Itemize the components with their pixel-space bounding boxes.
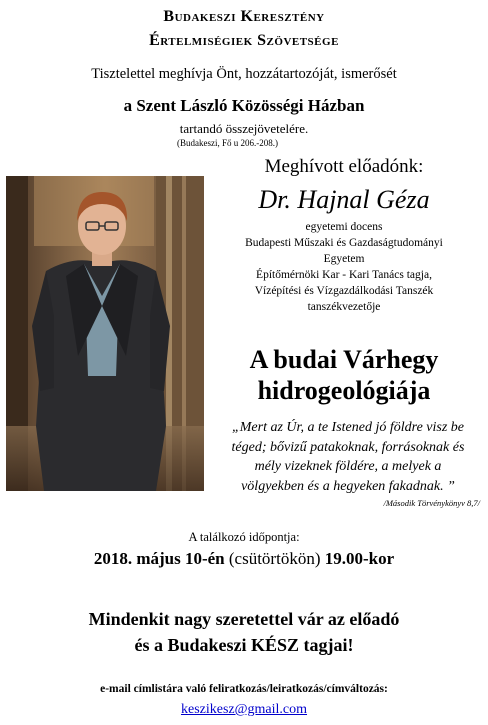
venue-name: a Szent László Közösségi Házban [123,96,365,115]
closing-line1: Mindenkit nagy szeretettel vár az előadó [88,609,400,629]
talk-title-line2: hidrogeológiája [257,376,431,405]
speaker-roles [206,219,482,315]
meeting-date: 2018. május 10-én [93,549,225,568]
org-name-line2: Értelmiségiek Szövetsége [149,32,339,49]
speaker-name: Dr. Hajnal Géza [258,185,430,214]
event-text: tartandó összejövetelére. [179,121,309,136]
quote-reference: /Második Törvénykönyv 8,7/ [383,498,480,508]
closing-message [0,606,488,658]
quote-line: völgyekben és a hegyeken fakadnak. ” [241,478,455,494]
closing-line2: és a Budakeszi KÉSZ tagjai! [134,635,354,655]
venue-address: (Budakeszi, Fő u 206.-208.) [177,138,278,148]
quote-line: mély vizeknek földére, a melyek a [254,459,442,474]
meeting-weekday: (csütörtökön) [228,549,321,568]
meeting-time: 19.00-kor [324,549,395,568]
talk-title [206,344,482,406]
email-list-note: e-mail címlistára való feliratkozás/leiratkozás/címváltozás: [100,683,388,695]
speaker-role-line: Budapesti Műszaki és Gazdaságtudományi [245,237,443,249]
speaker-role-line: Vízépítési és Vízgazdálkodási Tanszék [254,285,434,297]
quote-line: téged; bővizű patakoknak, forrásoknak és [231,439,465,455]
speaker-role-line: egyetemi docens [305,221,383,233]
invitation-text: Tisztelettel meghívja Önt, hozzátartozóját, ismerősét [91,66,397,82]
org-name-line1: Budakeszi Keresztény [163,8,325,25]
talk-title-line1: A budai Várhegy [249,345,439,374]
quote-line: „Mert az Úr, a te Istened jó földre visz be [231,420,464,435]
contact-email-link[interactable]: keszikesz@gmail.com [180,702,308,717]
speaker-role-line: Egyetem [323,253,365,265]
meeting-datetime [0,549,488,569]
speaker-photo [6,176,204,491]
meeting-label: A találkozó időpontja: [188,530,300,544]
speaker-intro: Meghívott előadónk: [264,156,424,177]
bible-quote [212,418,484,496]
speaker-role-line: tanszékvezetője [307,301,381,313]
speaker-role-line: Építőmérnöki Kar - Kari Tanács tagja, [256,269,432,281]
